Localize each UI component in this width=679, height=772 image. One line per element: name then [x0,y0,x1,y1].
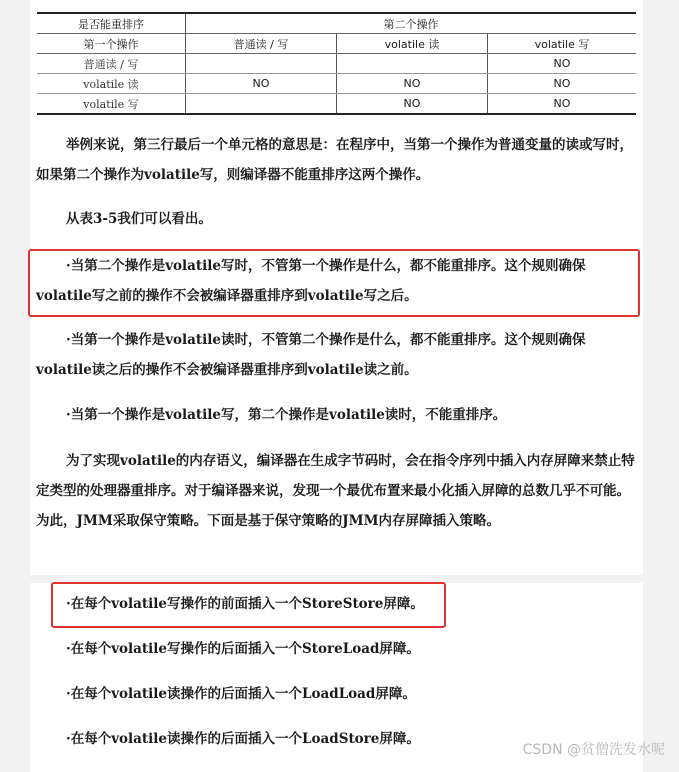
table-cell: NO [488,54,637,74]
highlight-box-rule [28,249,640,317]
table-header-row-2 [37,34,636,54]
paragraph-text: 为了实现volatile的内存语义，编译器在生成字节码时，会在指令序列中插入内存屏障来禁止特定类型的处理器重排序。对于编译器来说，发现一个最优布置来最小化插入屏障的总数几乎不可能。为此，JMM采取保守策略。下面是基于保守策略的JMM内存屏障插入策略。 [36,453,635,529]
table-cell: NO [488,94,637,115]
paragraph-text: ·当第一个操作是volatile写，第二个操作是volatile读时，不能重排序。 [66,407,507,423]
paragraph-text: 举例来说，第三行最后一个单元格的意思是：在程序中，当第一个操作为普通变量的读或写时，如果第二个操作为volatile写，则编译器不能重排序这两个操作。 [36,137,633,183]
csdn-watermark: CSDN @贫僧洗发水呢 [522,742,665,758]
table-second-op-header: 第二个操作 [186,13,637,34]
bullet-text: ·在每个volatile读操作的后面插入一个LoadLoad屏障。 [66,686,416,702]
barrier-bullet [36,634,636,664]
table-header-cell: volatile 写 [488,34,637,54]
rule-write-then-read [36,400,636,430]
table-header-row-1 [37,13,636,34]
paragraph-text: ·当第二个操作是volatile写时，不管第一个操作是什么，都不能重排序。这个规则确保volatile写之前的操作不会被编译器重排序到volatile写之后。 [36,258,586,304]
highlight-box-storestore [51,582,446,628]
table-cell: NO [337,94,488,115]
bullet-text: ·在每个volatile读操作的后面插入一个LoadStore屏障。 [66,731,420,747]
table-row [37,54,636,74]
paragraph-text: ·当第一个操作是volatile读时，不管第二个操作是什么，都不能重排序。这个规则确保volatile读之后的操作不会被编译器重排序到volatile读之前。 [36,332,586,378]
paragraph-intro [36,204,636,234]
bullet-text: ·在每个volatile写操作的后面插入一个StoreLoad屏障。 [66,641,420,657]
table-row [37,74,636,94]
table-cell: NO [186,74,337,94]
table-header-cell: 第一个操作 [37,34,186,54]
paragraph-text: 从表3-5我们可以看出。 [66,211,212,227]
table-row-label: 普通读 / 写 [37,54,186,74]
rule-volatile-read [36,325,636,385]
table-cell: NO [488,74,637,94]
table-cell [186,54,337,74]
bullet-text: ·在每个volatile写操作的前面插入一个StoreStore屏障。 [66,596,424,612]
paragraph-barrier-strategy [36,446,636,536]
table-row [37,94,636,115]
table-cell: NO [337,74,488,94]
table-cell [337,54,488,74]
barrier-bullet [36,679,636,709]
table-row-label: volatile 读 [37,74,186,94]
table-row-label: volatile 写 [37,94,186,115]
reorder-rules-table [37,12,636,115]
table-header-cell: volatile 读 [337,34,488,54]
table-cell [186,94,337,115]
paragraph-example [36,130,636,190]
table-corner-cell: 是否能重排序 [37,13,186,34]
table-header-cell: 普通读 / 写 [186,34,337,54]
